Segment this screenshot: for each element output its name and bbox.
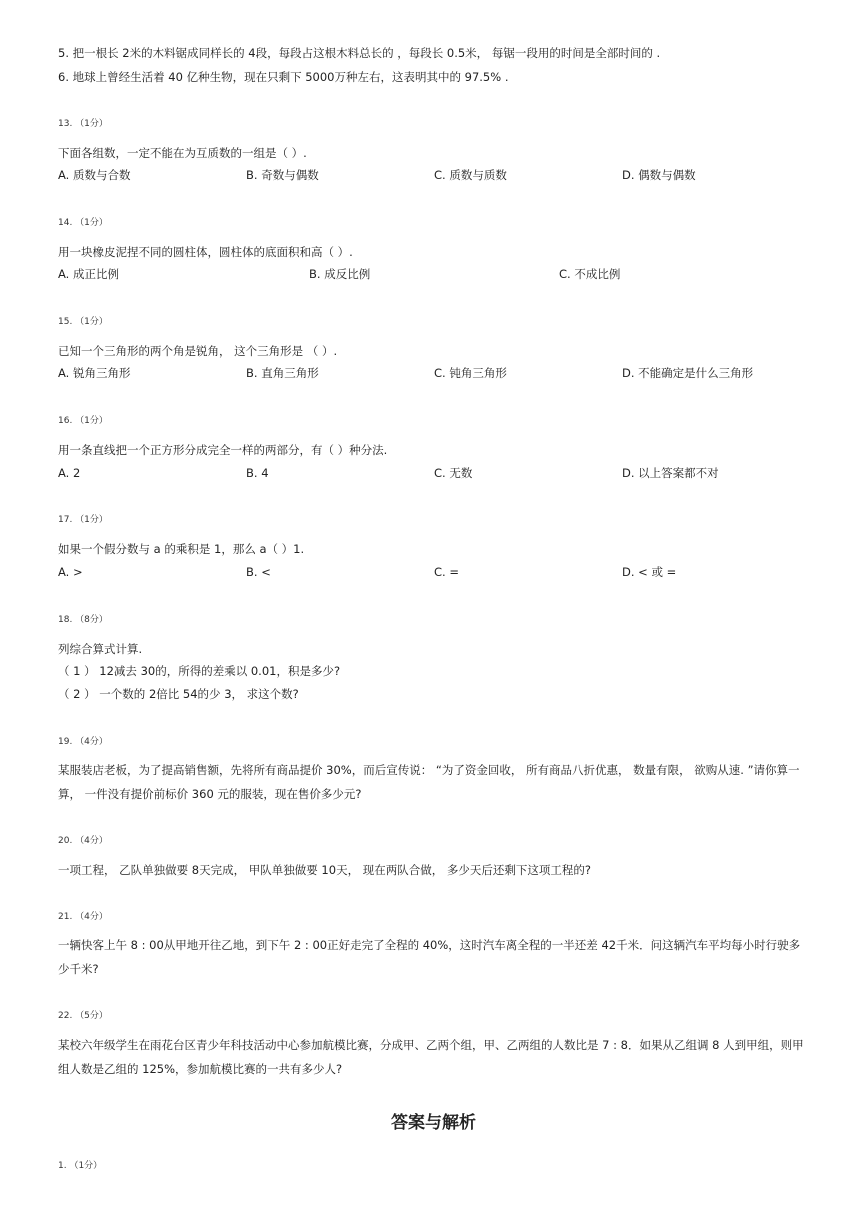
question-13-stem: 下面各组数，一定不能在为互质数的一组是（ ）. bbox=[58, 146, 307, 160]
question-17-header: 17. （1分） bbox=[58, 515, 108, 525]
option-d: D. 不能确定是什么三角形 bbox=[622, 366, 754, 380]
option-d: D. 以上答案都不对 bbox=[622, 466, 719, 480]
option-a: A. > bbox=[58, 565, 83, 579]
question-22-header: 22. （5分） bbox=[58, 1011, 108, 1021]
question-13-header: 13. （1分） bbox=[58, 119, 108, 129]
question-15-stem: 已知一个三角形的两个角是锐角， 这个三角形是 （ ）. bbox=[58, 344, 338, 358]
question-16-options bbox=[58, 465, 818, 481]
question-17-options bbox=[58, 564, 818, 580]
option-c: C. 质数与质数 bbox=[434, 168, 507, 182]
question-17-stem: 如果一个假分数与 a 的乘积是 1，那么 a（ ）1. bbox=[58, 542, 305, 556]
option-a: A. 质数与合数 bbox=[58, 168, 131, 182]
option-d: D. 偶数与偶数 bbox=[622, 168, 696, 182]
question-13-options bbox=[58, 167, 818, 183]
question-15-options bbox=[58, 365, 818, 381]
option-a: A. 锐角三角形 bbox=[58, 366, 131, 380]
option-c: C. = bbox=[434, 565, 459, 579]
question-21-header: 21. （4分） bbox=[58, 912, 108, 922]
question-18-header: 18. （8分） bbox=[58, 615, 108, 625]
question-16-header: 16. （1分） bbox=[58, 416, 108, 426]
option-b: B. 奇数与偶数 bbox=[246, 168, 319, 182]
option-a: A. 2 bbox=[58, 466, 81, 480]
question-20-text: 一项工程， 乙队单独做要 8天完成， 甲队单独做要 10天， 现在两队合做， 多少天后还剩下这项工程的? bbox=[58, 863, 591, 877]
option-d: D. < 或 = bbox=[622, 565, 677, 579]
answers-section-title: 答案与解析 bbox=[391, 1113, 476, 1133]
answer-1-header: 1. （1分） bbox=[58, 1161, 103, 1171]
question-20-header: 20. （4分） bbox=[58, 836, 108, 846]
option-c: C. 钝角三角形 bbox=[434, 366, 507, 380]
question-6-line: 6. 地球上曾经生活着 40 亿种生物，现在只剩下 5000万种左右，这表明其中的 97.5% . bbox=[58, 70, 509, 84]
option-b: B. < bbox=[246, 565, 271, 579]
option-a: A. 成正比例 bbox=[58, 267, 119, 281]
question-18-stem: 列综合算式计算. bbox=[58, 642, 143, 656]
option-b: B. 4 bbox=[246, 466, 269, 480]
question-21-text: 一辆快客上午 8 : 00从甲地开往乙地，到下午 2 : 00正好走完了全程的 40%，这时汽车离全程的一半还差 42千米．问这辆汽车平均每小时行驶多少千米? bbox=[58, 938, 801, 976]
question-5-line: 5. 把一根长 2米的木料锯成同样长的 4段，每段占这根木料总长的 ，每段长 0.5米， 每锯一段用的时间是全部时间的 . bbox=[58, 46, 661, 60]
question-14-options bbox=[58, 266, 818, 282]
option-c: C. 无数 bbox=[434, 466, 473, 480]
question-18-part-2: （ 2 ） 一个数的 2倍比 54的少 3， 求这个数? bbox=[58, 687, 299, 701]
question-19-text: 某服装店老板，为了提高销售额，先将所有商品提价 30%，而后宣传说： “为了资金回收， 所有商品八折优惠， 数量有限， 欲购从速. ”请你算一算， 一件没有提价前标价 360 元的服装，现在售价多少元? bbox=[58, 763, 800, 801]
question-19-header: 19. （4分） bbox=[58, 737, 108, 747]
question-22-text: 某校六年级学生在雨花台区青少年科技活动中心参加航模比赛，分成甲、乙两个组，甲、乙两组的人数比是 7 : 8．如果从乙组调 8 人到甲组，则甲组人数是乙组的 125%，参加航模比赛的一共有多少人? bbox=[58, 1038, 804, 1076]
question-18-part-1: （ 1 ） 12减去 30的，所得的差乘以 0.01，积是多少? bbox=[58, 664, 341, 678]
question-14-stem: 用一块橡皮泥捏不同的圆柱体，圆柱体的底面积和高（ ）. bbox=[58, 245, 353, 259]
option-b: B. 直角三角形 bbox=[246, 366, 319, 380]
question-14-header: 14. （1分） bbox=[58, 218, 108, 228]
question-16-stem: 用一条直线把一个正方形分成完全一样的两部分，有（ ）种分法. bbox=[58, 443, 388, 457]
option-c: C. 不成比例 bbox=[559, 267, 621, 281]
option-b: B. 成反比例 bbox=[309, 267, 371, 281]
question-15-header: 15. （1分） bbox=[58, 317, 108, 327]
